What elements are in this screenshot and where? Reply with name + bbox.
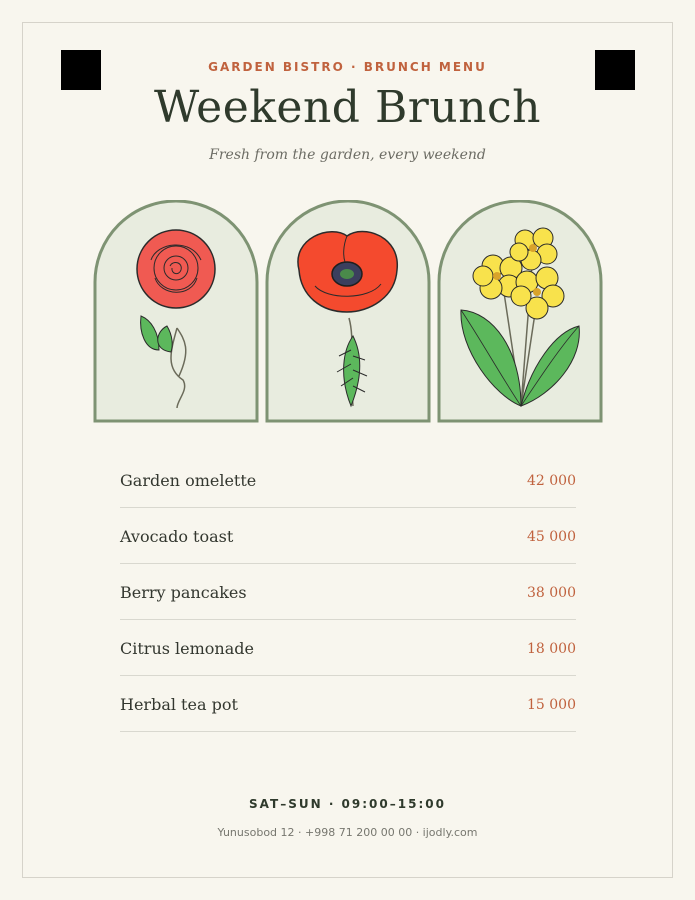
- menu-item: [120, 676, 576, 732]
- opening-hours: SAT–SUN · 09:00–15:00: [249, 797, 446, 811]
- menu-item-name: Citrus lemonade: [120, 639, 254, 658]
- menu-item-price: 15 000: [527, 697, 576, 713]
- menu-kicker: GARDEN BISTRO · BRUNCH MENU: [208, 60, 487, 74]
- menu-item-name: Berry pancakes: [120, 583, 247, 602]
- menu-item-price: 42 000: [527, 473, 576, 489]
- menu-item-name: Herbal tea pot: [120, 695, 238, 714]
- menu-item-price: 18 000: [527, 641, 576, 657]
- menu-item-price: 38 000: [527, 585, 576, 601]
- poppy-illustration: [265, 200, 431, 423]
- menu-item-name: Garden omelette: [120, 471, 257, 490]
- menu-item-name: Avocado toast: [120, 527, 234, 546]
- page-title: Weekend Brunch: [154, 82, 541, 133]
- menu-item: [120, 620, 576, 676]
- page-subtitle: Fresh from the garden, every weekend: [209, 147, 486, 163]
- rose-illustration: [93, 200, 259, 423]
- primrose-illustration: [437, 200, 603, 423]
- menu-item: [120, 508, 576, 564]
- menu-list: [120, 452, 576, 732]
- contact-line: Yunusobod 12 · +998 71 200 00 00 · ijodly.com: [217, 826, 478, 839]
- menu-item: [120, 452, 576, 508]
- menu-item: [120, 564, 576, 620]
- menu-item-price: 45 000: [527, 529, 576, 545]
